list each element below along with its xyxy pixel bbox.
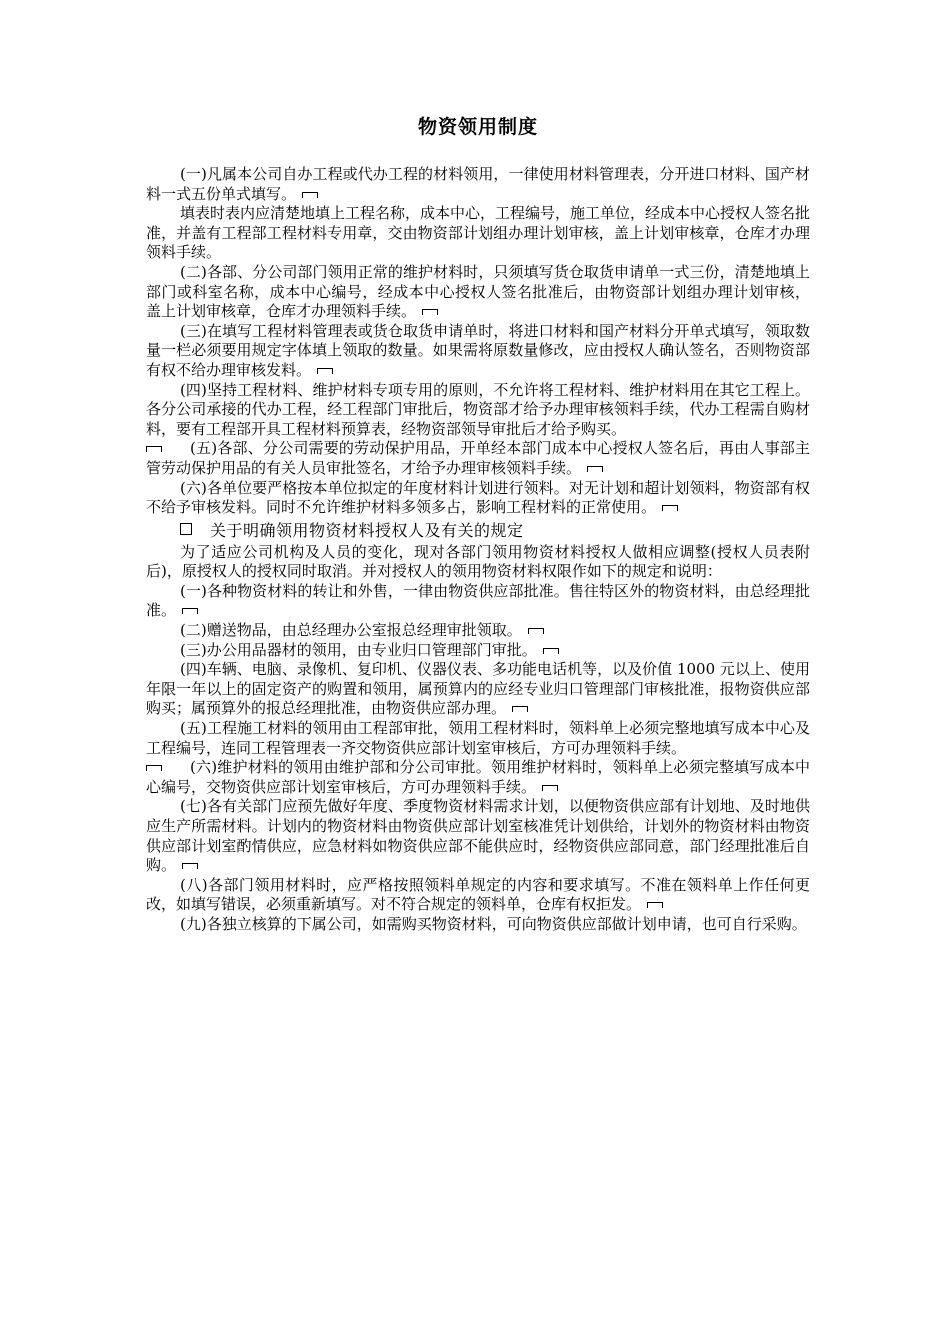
paragraph-text: (二)赠送物品，由总经理办公室报总经理审批领取。 — [180, 621, 522, 640]
paragraph-mark-icon — [662, 505, 678, 511]
paragraph-text: (六)维护材料的领用由维护部和分公司审批。领用维护材料时，领料单上必须完整填写成本中心编号，交物资供应部计划室审核后，方可办理领料手续。 — [146, 758, 810, 796]
document-body — [146, 114, 810, 935]
paragraph-mark-icon — [302, 192, 318, 198]
paragraph — [146, 381, 810, 440]
paragraph-text: (一)各种物资材料的转让和外售，一律由物资供应部批准。售往特区外的物资材料，由总经理批准。 — [146, 581, 810, 620]
paragraph — [146, 641, 810, 661]
section-heading-text: 关于明确领用物资材料授权人及有关的规定 — [210, 520, 524, 540]
paragraph-mark-icon — [422, 309, 438, 315]
paragraph-text: (七)各有关部门应预先做好年度、季度物资材料需求计划，以便物资供应部有计划地、及时地供应生产所需材料。计划内的物资材料由物资供应部计划室核准凭计划供给，计划外的物资材料由物资供应部计划室酌情供应，应急材料如物资供应部不能供应时，经物资供应部同意，部门经理批准后自购。 — [146, 797, 810, 875]
paragraph — [146, 797, 810, 875]
paragraph-mark-icon — [512, 706, 528, 712]
paragraph-text: (六)各单位要严格按本单位拟定的年度材料计划进行领料。对无计划和超计划领料，物资部有权不给予审核发料。同时不允许维护材料多领多占，影响工程材料的正常使用。 — [146, 478, 810, 517]
paragraph — [146, 719, 810, 758]
paragraph — [146, 439, 810, 478]
paragraph — [146, 876, 810, 915]
paragraph-text: (四)坚持工程材料、维护材料专项专用的原则，不允许将工程材料、维护材料用在其它工程上。各分公司承接的代办工程，经工程部门审批后，物资部才给予办理审核领料手续，代办工程需自购材料，要有工程部开具工程材料预算表，经物资部领导审批后才给予购买。 — [146, 380, 810, 438]
section-heading — [146, 520, 810, 541]
paragraph-mark-icon — [543, 648, 559, 654]
paragraph — [146, 165, 810, 204]
paragraph — [146, 204, 810, 263]
paragraph-mark-icon — [146, 765, 162, 771]
paragraph-text: (三)在填写工程材料管理表或货仓取货申请单时，将进口材料和国产材料分开单式填写，领取数量一栏必须要用规定字体填上领取的数量。如果需将原数量修改，应由授权人确认签名，否则物资部有权不给办理审核发料。 — [146, 321, 810, 379]
paragraph-mark-icon — [647, 902, 663, 908]
paragraph-text: (二)各部、分公司部门领用正常的维护材料时，只须填写货仓取货申请单一式三份，清楚地填上部门或科室名称，成本中心编号，经成本中心授权人签名批准后，由物资部计划组办理计划审核， 盖上计划审核章，仓库才办理领料手续。 — [146, 262, 810, 321]
paragraph-text: (四)车辆、电脑、录像机、复印机、仪器仪表、多功能电话机等，以及价值 1000 元以上、使用年限一年以上的固定资产的购置和领用，属预算内的应经专业归口管理部门审核批准，报物资供应部购买；属预算外的报总经理批准，由物资供应部办理。 — [146, 660, 810, 718]
paragraph — [146, 263, 810, 322]
paragraph-mark-icon — [146, 446, 162, 452]
paragraph — [146, 322, 810, 381]
paragraph — [146, 543, 810, 582]
paragraph — [146, 915, 810, 935]
paragraph-text: (三)办公用品器材的领用，由专业归口管理部门审批。 — [180, 640, 537, 659]
paragraph-text: (五)工程施工材料的领用由工程部审批，领用工程材料时，领料单上必须完整地填写成本中心及工程编号，连同工程管理表一齐交物资供应部计划室审核后，方可办理领料手续。 — [146, 719, 810, 757]
paragraph-mark-icon — [528, 628, 544, 634]
paragraph-mark-icon — [182, 608, 198, 614]
paragraph-mark-icon — [587, 466, 603, 472]
paragraph-text: (九)各独立核算的下属公司，如需购买物资材料，可向物资供应部做计划申请，也可自行采购。 — [180, 914, 807, 933]
paragraph-text: 填表时表内应清楚地填上工程名称，成本中心，工程编号，施工单位，经成本中心授权人签名批准，并盖有工程部工程材料专用章，交由物资部计划组办理计划审核，盖上计划审核章，仓库才办理领料手续。 — [146, 204, 811, 262]
paragraph — [146, 621, 810, 641]
checkbox-square-icon — [180, 523, 192, 535]
paragraph-text: (一)凡属本公司自办工程或代办工程的材料领用，一律使用材料管理表，分开进口材料、国产材料一式五份单式填写。 — [146, 165, 810, 203]
paragraph — [146, 479, 810, 518]
paragraph-mark-icon — [542, 785, 558, 791]
paragraph-text: (五)各部、分公司需要的劳动保护用品，开单经本部门成本中心授权人签名后，再由人事部主管劳动保护用品的有关人员审批签名，才给予办理审核领料手续。 — [146, 439, 810, 477]
page-title: 物资领用制度 — [417, 116, 538, 138]
paragraph — [146, 582, 810, 621]
paragraph-mark-icon — [317, 368, 333, 374]
paragraph — [146, 660, 810, 719]
paragraph-text: (八)各部门领用材料时，应严格按照领料单规定的内容和要求填写。不准在领料单上作任何更改，如填写错误，必须重新填写。对不符合规定的领料单，仓库有权拒发。 — [146, 875, 810, 914]
paragraph-mark-icon — [182, 863, 198, 869]
paragraph — [146, 758, 810, 797]
paragraph-text: 为了适应公司机构及人员的变化，现对各部门领用物资材料授权人做相应调整(授权人员表附后)，原授权人的授权同时取消。并对授权人的领用物资材料权限作如下的规定和说明： — [146, 542, 810, 581]
